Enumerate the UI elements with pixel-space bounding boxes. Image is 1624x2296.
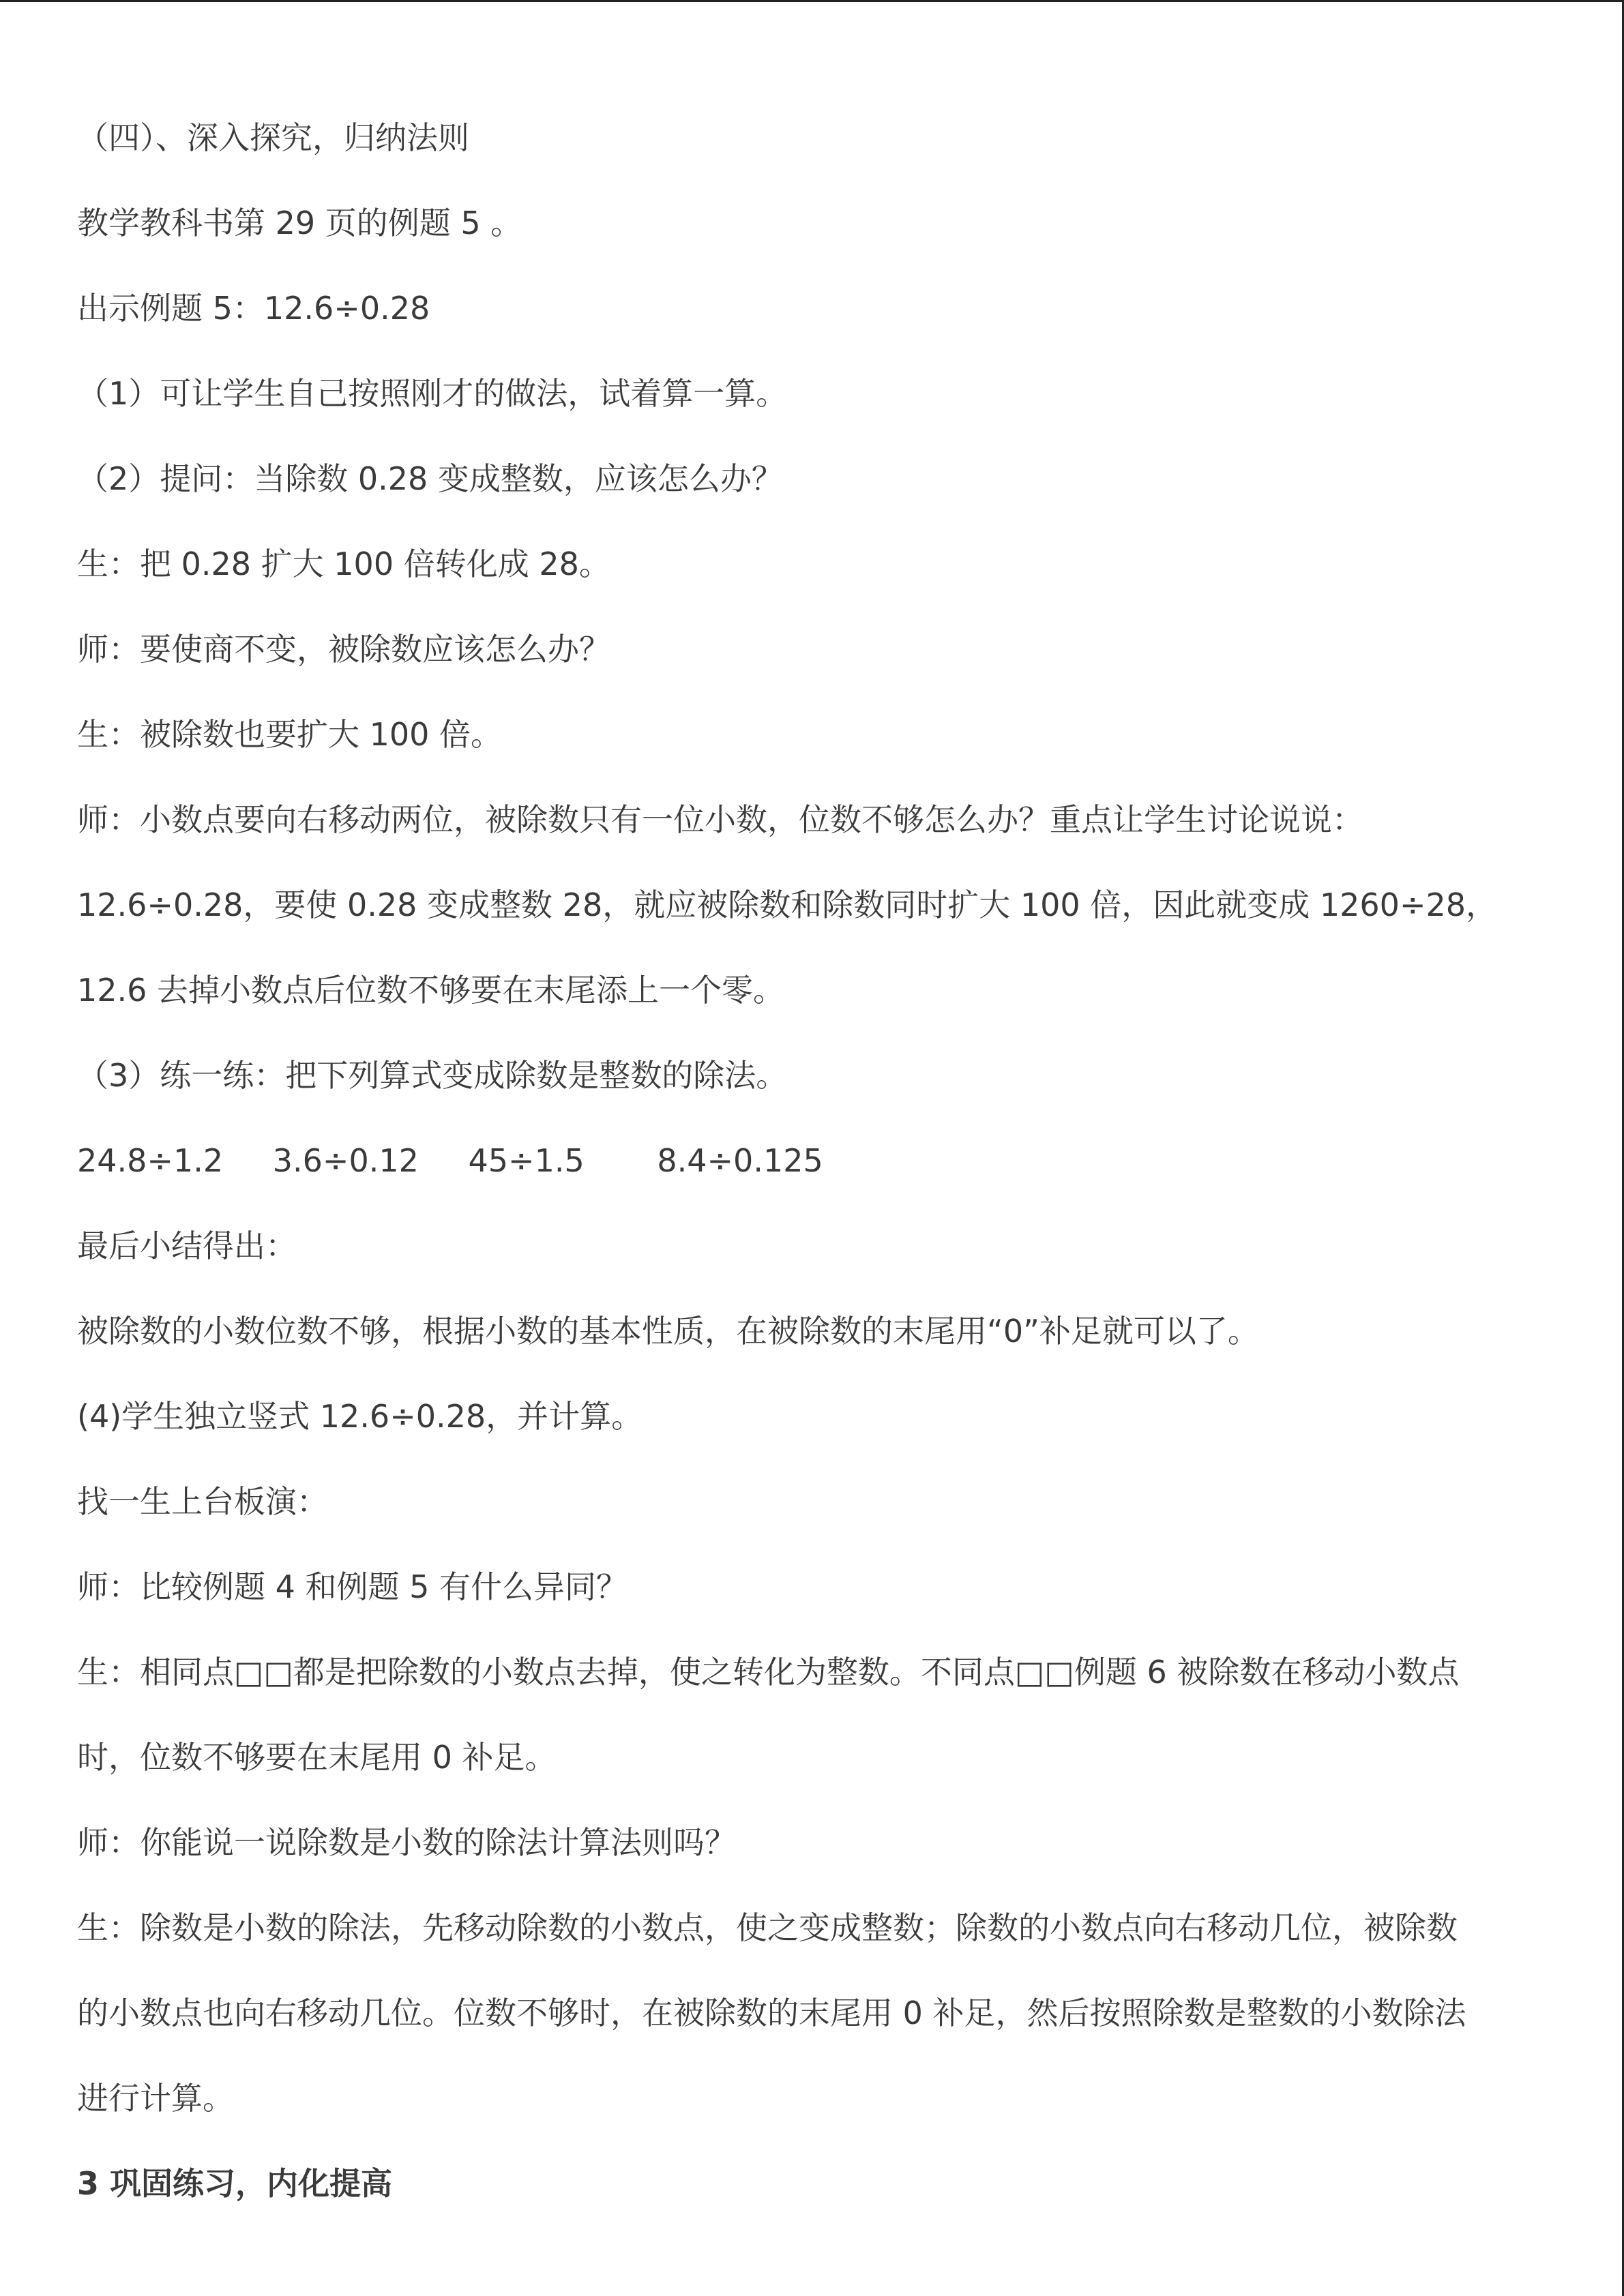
- paragraph-teacher-question: 师：小数点要向右移动两位，被除数只有一位小数，位数不够怎么办？重点让学生讨论说说：: [77, 801, 1363, 838]
- paragraph-student-answer: 生：把 0.28 扩大 100 倍转化成 28。: [77, 546, 610, 582]
- exercise-item: 8.4÷0.125: [657, 1142, 823, 1179]
- section-subheading: （四）、深入探究，归纳法则: [77, 119, 469, 156]
- paragraph-example-5: 出示例题 5：12.6÷0.28: [77, 290, 430, 327]
- paragraph-student-answer: 生：相同点□□都是把除数的小数点去掉，使之转化为整数。不同点□□例题 6 被除数在移动小数点: [77, 1654, 1460, 1690]
- paragraph-rule: 生：除数是小数的除法，先移动除数的小数点，使之变成整数；除数的小数点向右移动几位，被除数: [77, 1909, 1458, 1946]
- paragraph-summary-intro: 最后小结得出：: [77, 1227, 297, 1264]
- section-heading: 3 巩固练习，内化提高: [77, 2165, 393, 2202]
- paragraph-summary: 被除数的小数位数不够，根据小数的基本性质，在被除数的末尾用“0”补足就可以了。: [77, 1313, 1259, 1350]
- top-border-line: [0, 0, 1624, 2]
- paragraph-rule-cont: 的小数点也向右移动几位。位数不够时，在被除数的末尾用 0 补足，然后按照除数是整数的小数除法: [77, 1995, 1466, 2031]
- paragraph-board-demo: 找一生上台板演：: [77, 1483, 328, 1520]
- document-body: [77, 95, 1544, 2226]
- paragraph-student-answer-cont: 时，位数不够要在末尾用 0 补足。: [77, 1739, 557, 1776]
- paragraph-teacher-question: 师：你能说一说除数是小数的除法计算法则吗？: [77, 1824, 736, 1861]
- exercise-list: [77, 1118, 1544, 1204]
- paragraph-step-4: (4)学生独立竖式 12.6÷0.28，并计算。: [77, 1398, 643, 1435]
- exercise-item: 3.6÷0.12: [272, 1142, 419, 1179]
- paragraph-teacher-question: 师：比较例题 4 和例题 5 有什么异同？: [77, 1568, 628, 1605]
- paragraph-teacher-question: 师：要使商不变，被除数应该怎么办？: [77, 631, 610, 668]
- paragraph-textbook-reference: 教学教科书第 29 页的例题 5 。: [77, 205, 522, 241]
- exercise-item: 24.8÷1.2: [77, 1142, 224, 1179]
- paragraph-step-1: （1）可让学生自己按照刚才的做法，试着算一算。: [77, 375, 788, 412]
- paragraph-step-3: （3）练一练：把下列算式变成除数是整数的除法。: [77, 1057, 788, 1094]
- paragraph-step-2: （2）提问：当除数 0.28 变成整数，应该怎么办？: [77, 460, 783, 497]
- paragraph-rule-cont: 进行计算。: [77, 2080, 234, 2117]
- paragraph-explanation: 12.6÷0.28，要使 0.28 变成整数 28，就应被除数和除数同时扩大 100 倍，因此就变成 1260÷28，: [77, 886, 1498, 923]
- paragraph-explanation: 12.6 去掉小数点后位数不够要在末尾添上一个零。: [77, 972, 785, 1009]
- exercise-item: 45÷1.5: [468, 1142, 585, 1179]
- paragraph-student-answer: 生：被除数也要扩大 100 倍。: [77, 716, 503, 753]
